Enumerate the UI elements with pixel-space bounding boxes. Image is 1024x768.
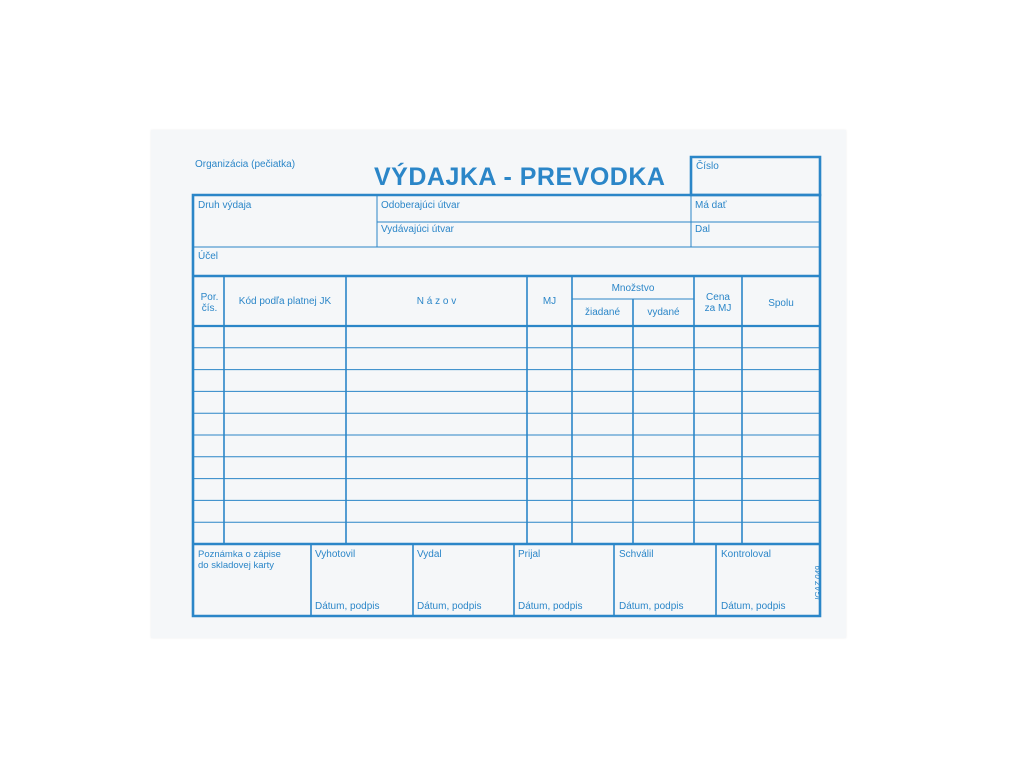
number-field[interactable] — [693, 174, 818, 193]
purpose-field[interactable] — [195, 262, 818, 274]
issue-type-field[interactable] — [195, 212, 375, 245]
note-line1: Poznámka o zápise — [198, 549, 281, 560]
prepared-date-signature: Dátum, podpis — [315, 601, 380, 612]
col-total-header: Spolu — [768, 298, 794, 309]
prepared-label: Vyhotovil — [315, 549, 356, 560]
checked-label: Kontroloval — [721, 549, 772, 560]
col-no-header — [195, 292, 224, 314]
issuing-unit-field[interactable] — [379, 234, 689, 245]
col-requested-header: žiadané — [584, 307, 621, 318]
issuing-unit-label: Vydávajúci útvar — [381, 224, 454, 235]
col-issued-header: vydané — [647, 307, 680, 318]
col-quantity-header: Množstvo — [611, 283, 655, 294]
receiving-unit-label: Odoberajúci útvar — [381, 200, 460, 211]
debit-label: Má dať — [695, 200, 727, 211]
credit-label: Dal — [695, 224, 711, 235]
receiving-unit-field[interactable] — [379, 210, 689, 221]
approved-date-signature: Dátum, podpis — [619, 601, 684, 612]
col-price-line2: za MJ — [704, 303, 732, 314]
organization-label: Organizácia (pečiatka) — [195, 159, 296, 170]
form-title: VÝDAJKA - PREVODKA — [374, 163, 666, 191]
issued-label: Vydal — [417, 549, 442, 560]
number-label: Číslo — [696, 161, 719, 172]
issue-type-label: Druh výdaja — [198, 200, 252, 211]
credit-field[interactable] — [693, 234, 818, 245]
col-price-line1: Cena — [706, 292, 730, 303]
col-unit-header: MJ — [542, 296, 557, 307]
form-code: IGAZ 049 — [814, 565, 823, 600]
col-price-header — [694, 292, 742, 314]
col-name-header: N á z o v — [416, 296, 457, 307]
item-rows-area[interactable] — [195, 328, 818, 542]
approved-label: Schválil — [619, 549, 654, 560]
received-date-signature: Dátum, podpis — [518, 601, 583, 612]
note-line2: do skladovej karty — [198, 560, 275, 571]
checked-date-signature: Dátum, podpis — [721, 601, 786, 612]
purpose-label: Účel — [198, 251, 219, 262]
form-sheet — [151, 130, 846, 638]
col-no-line2: čís. — [201, 303, 218, 314]
stock-card-note — [198, 549, 281, 571]
debit-field[interactable] — [693, 210, 818, 221]
issued-date-signature: Dátum, podpis — [417, 601, 482, 612]
received-label: Prijal — [518, 549, 541, 560]
col-no-line1: Por. — [200, 292, 219, 303]
col-code-header: Kód podľa platnej JK — [238, 296, 332, 307]
